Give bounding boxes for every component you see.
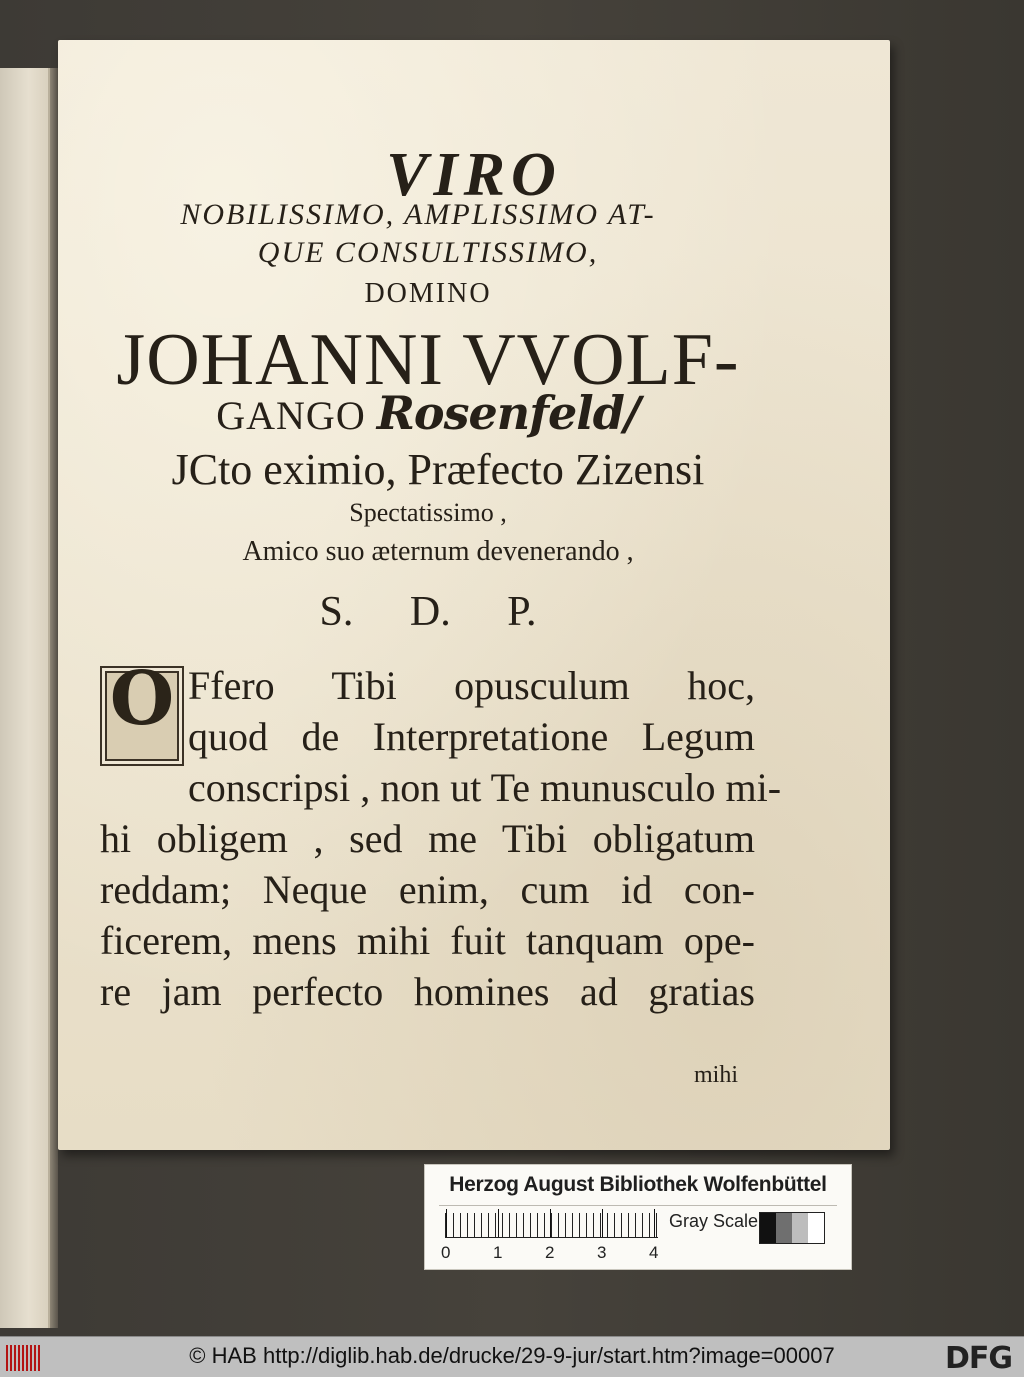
catchword: mihi bbox=[693, 1062, 738, 1088]
grayscale-patch bbox=[760, 1213, 776, 1243]
name-fraktur: Rosenfeld/ bbox=[376, 386, 640, 440]
dfg-logo: DFG bbox=[944, 1341, 1012, 1376]
library-color-bar bbox=[424, 1164, 852, 1270]
divider bbox=[439, 1205, 837, 1206]
dedicatee-epithet: Spectatissimo , bbox=[349, 498, 507, 527]
heading-viro: VIRO bbox=[386, 141, 562, 209]
ruler-numbers bbox=[439, 1243, 679, 1263]
grayscale-patch bbox=[776, 1213, 792, 1243]
grayscale-label: Gray Scale bbox=[669, 1211, 759, 1231]
grayscale-patch bbox=[792, 1213, 808, 1243]
body-line: re jam perfecto homines ad gratias bbox=[100, 969, 755, 1014]
dedicatee-name-1: JOHANNI VVOLF- bbox=[116, 319, 740, 401]
dedicatee-title: JCto eximio, Præfecto Zizensi bbox=[171, 445, 705, 494]
body-line: quod de Interpretatione Legum bbox=[188, 714, 755, 759]
ruler-number: 0 bbox=[441, 1243, 451, 1262]
heading-line-2: QUE CONSULTISSIMO, bbox=[257, 236, 599, 269]
adjacent-page-edge bbox=[0, 68, 50, 1328]
ruler-number: 4 bbox=[649, 1243, 659, 1262]
name-plain: GANGO bbox=[216, 393, 377, 438]
salutation-sdp: S. D. P. bbox=[319, 589, 537, 635]
body-line: ficerem, mens mihi fuit tanquam ope- bbox=[100, 918, 755, 963]
grayscale-patches bbox=[759, 1212, 825, 1244]
body-line: reddam; Neque enim, cum id con- bbox=[100, 867, 755, 912]
body-line: Ffero Tibi opusculum hoc, bbox=[188, 663, 755, 708]
ruler-scale bbox=[445, 1213, 658, 1238]
body-paragraph bbox=[100, 656, 782, 1017]
heading-domino: DOMINO bbox=[364, 278, 492, 309]
ruler-number: 1 bbox=[493, 1243, 503, 1262]
dedicatee-name-2 bbox=[98, 386, 758, 440]
book-page bbox=[58, 40, 890, 1150]
body-line: hi obligem , sed me Tibi obligatum bbox=[100, 816, 755, 861]
dedication-amico: Amico suo æternum devenerando , bbox=[242, 536, 634, 567]
viewer-footer bbox=[0, 1336, 1024, 1377]
library-name: Herzog August Bibliothek Wolfenbüttel bbox=[449, 1173, 827, 1196]
grayscale-patch bbox=[808, 1213, 824, 1243]
ornamental-initial-icon: O bbox=[100, 666, 184, 766]
heading-line-1: NOBILISSIMO, AMPLISSIMO AT- bbox=[180, 198, 656, 231]
ruler-number: 3 bbox=[597, 1243, 607, 1262]
copyright-link[interactable]: © HAB http://diglib.hab.de/drucke/29-9-jur/start.htm?image=00007 bbox=[189, 1343, 835, 1368]
body-line: conscripsi , non ut Te munusculo mi- bbox=[188, 765, 782, 810]
ruler-number: 2 bbox=[545, 1243, 555, 1262]
